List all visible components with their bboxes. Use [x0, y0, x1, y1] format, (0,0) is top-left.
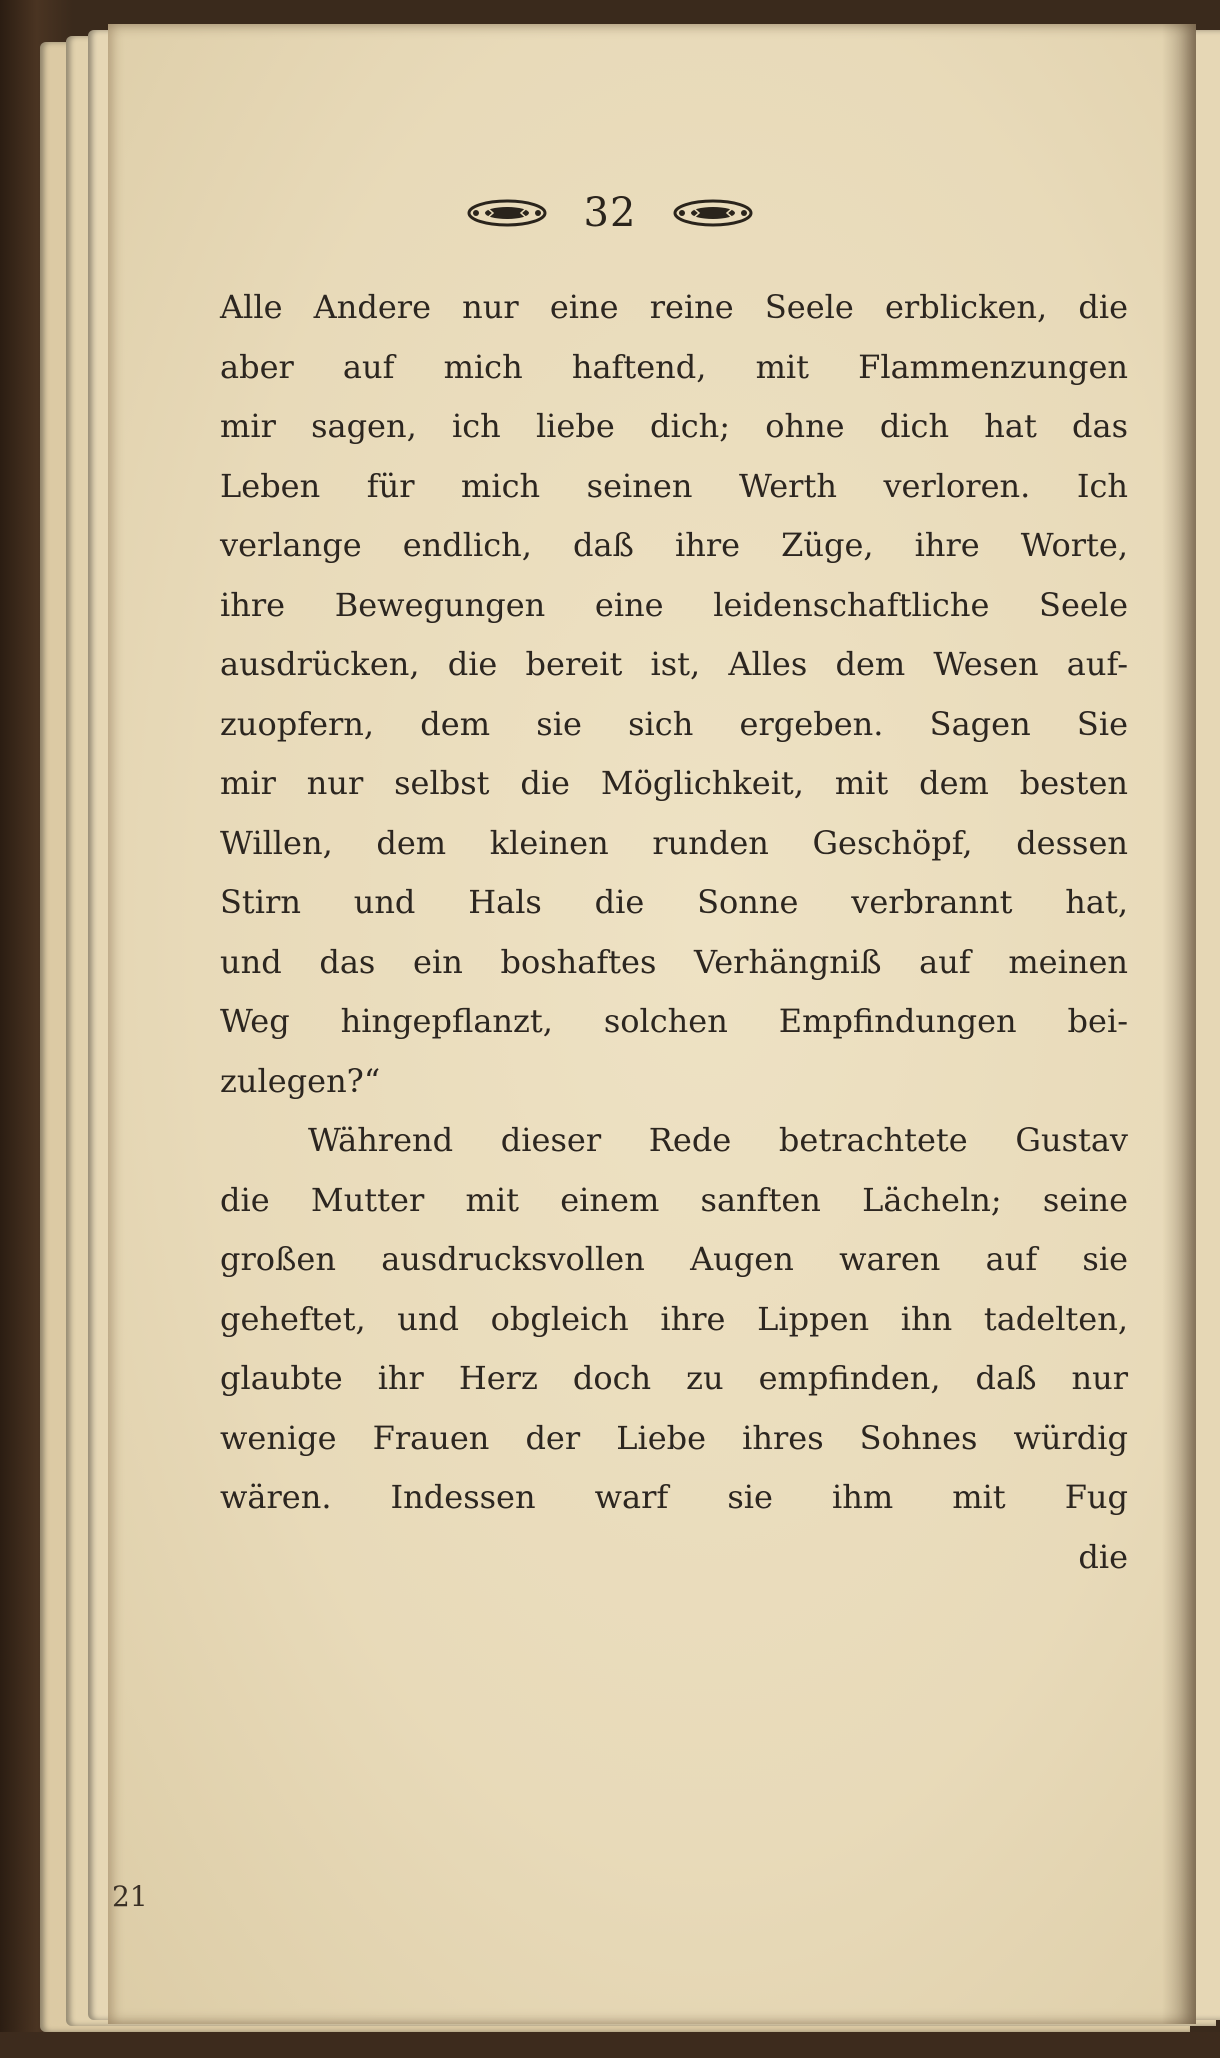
text-line: zulegen?“ [220, 1061, 381, 1100]
text-line: ausdrücken, die bereit ist, Alles dem Wesen auf- [220, 645, 1128, 683]
text-line: Leben für mich seinen Werth verloren. Ich [220, 466, 1128, 505]
text-line: verlange endlich, daß ihre Züge, ihre Worte, [220, 526, 1128, 564]
text-line: Stirn und Hals die Sonne verbrannt hat, [220, 883, 1128, 921]
text-line: mir nur selbst die Möglichkeit, mit dem besten [220, 764, 1128, 802]
book-cover-edge [0, 2032, 1220, 2058]
left-ornament-icon [466, 197, 548, 229]
text-line: mir sagen, ich liebe dich; ohne dich hat das [220, 407, 1128, 445]
text-line: glaubte ihr Herz doch zu empfinden, daß nur [220, 1359, 1128, 1397]
spine-shadow [1162, 24, 1196, 2024]
text-line: wenige Frauen der Liebe ihres Sohnes würdig [220, 1418, 1128, 1457]
text-line: zuopfern, dem sie sich ergeben. Sagen Sie [220, 704, 1128, 743]
text-line: Willen, dem kleinen runden Geschöpf, dessen [220, 823, 1128, 862]
catchword: die [1078, 1537, 1128, 1576]
right-ornament-icon [672, 197, 754, 229]
body-text [220, 278, 1128, 1587]
text-line: wären. Indessen warf sie ihm mit Fug [220, 1478, 1128, 1516]
page-number: 32 [583, 190, 637, 236]
margin-signature-mark: 21 [112, 1880, 148, 1913]
text-line: Weg hingepflanzt, solchen Empfindungen bei- [220, 1002, 1128, 1040]
paragraph-start-line: Während dieser Rede betrachtete Gustav [308, 1121, 1128, 1159]
page-header [0, 190, 1220, 236]
text-line: die Mutter mit einem sanften Lächeln; seine [220, 1180, 1128, 1219]
text-line: aber auf mich haftend, mit Flammenzungen [220, 347, 1128, 386]
text-line: und das ein boshaftes Verhängniß auf meinen [220, 942, 1128, 981]
text-line: großen ausdrucksvollen Augen waren auf sie [220, 1240, 1128, 1278]
text-line: geheftet, und obgleich ihre Lippen ihn tadelten, [220, 1299, 1128, 1338]
text-line: Alle Andere nur eine reine Seele erblicken, die [220, 288, 1128, 326]
text-line: ihre Bewegungen eine leidenschaftliche Seele [220, 585, 1128, 624]
